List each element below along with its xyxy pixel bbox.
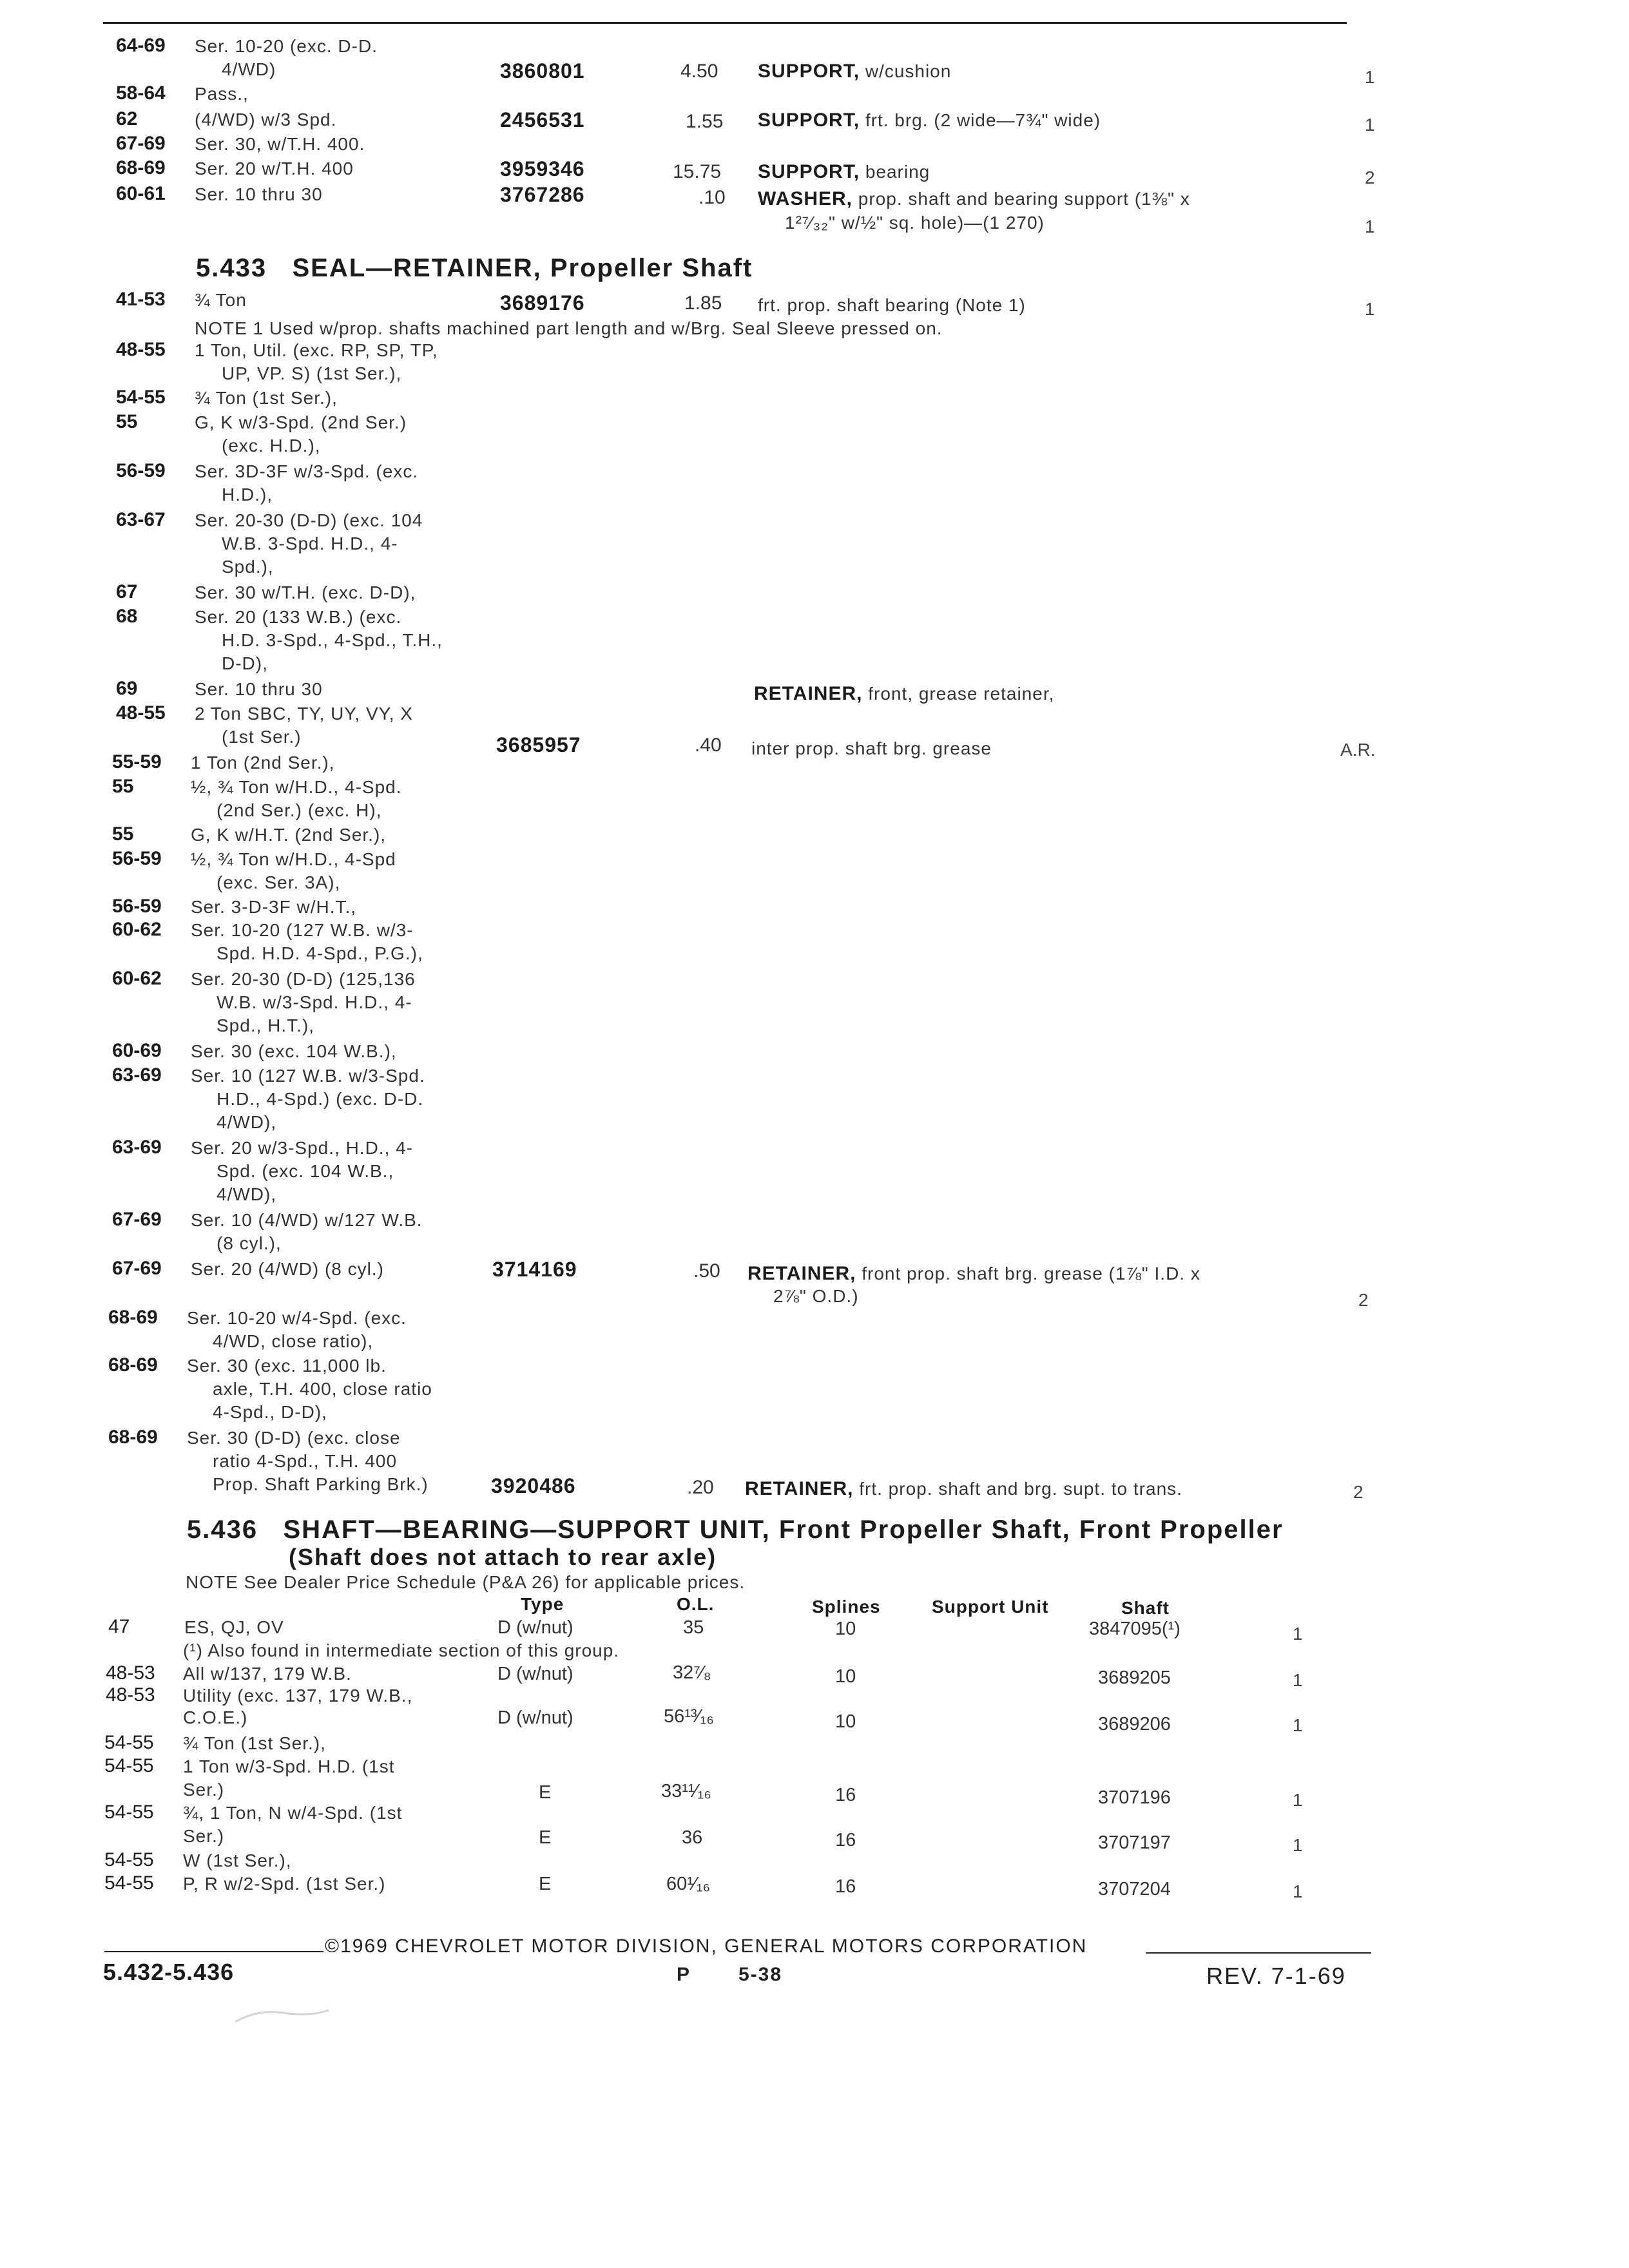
year-range: 68-69: [108, 1354, 158, 1376]
splines-cell: 16: [835, 1785, 856, 1805]
type-cell: D (w/nut): [497, 1617, 574, 1638]
description-text: front, grease retainer,: [868, 684, 1055, 704]
description-continued: 2⅞" O.D.): [773, 1286, 859, 1306]
section-heading: [187, 1515, 1284, 1544]
year-range: 54-55: [104, 1732, 154, 1753]
application: Spd., H.T.),: [217, 1015, 315, 1035]
quantity: 1: [1293, 1715, 1303, 1735]
application: Utility (exc. 137, 179 W.B.,: [183, 1686, 413, 1706]
application: axle, T.H. 400, close ratio: [213, 1379, 432, 1399]
application: (4/WD) w/3 Spd.: [195, 110, 337, 130]
column-header-support-unit: Support Unit: [932, 1597, 1049, 1617]
column-header-splines: Splines: [812, 1597, 881, 1617]
year-range: 63-67: [116, 509, 166, 530]
retainer-heading: [754, 683, 1054, 705]
price: .20: [687, 1477, 714, 1498]
part-number: 3714169: [492, 1258, 577, 1281]
footer-rule-left: [104, 1951, 323, 1952]
description-text: bearing: [865, 162, 930, 182]
quantity: 2: [1358, 1290, 1369, 1310]
column-header-shaft: Shaft: [1121, 1598, 1170, 1618]
application: ¾ Ton: [195, 290, 247, 310]
description: frt. prop. shaft bearing (Note 1): [758, 295, 1026, 315]
application: Ser. 20-30 (D-D) (exc. 104: [195, 510, 423, 530]
description: [747, 1263, 1200, 1285]
year-range: 69: [116, 678, 138, 699]
splines-cell: 10: [835, 1711, 856, 1732]
description: [758, 61, 951, 82]
shaft-cell: 3707204: [1098, 1879, 1171, 1899]
price: .10: [699, 187, 726, 208]
column-header-ol: O.L.: [677, 1594, 715, 1614]
description: [745, 1478, 1182, 1500]
shaft-cell: 3707196: [1098, 1787, 1171, 1808]
application: 4/WD, close ratio),: [213, 1331, 374, 1351]
note-1: NOTE 1 Used w/prop. shafts machined part length and w/Brg. Seal Sleeve pressed on.: [195, 318, 943, 338]
quantity: 1: [1293, 1670, 1303, 1690]
year-range: 54-55: [104, 1755, 154, 1776]
year-range: 48-53: [106, 1662, 155, 1684]
application: Ser. 10 thru 30: [195, 679, 323, 699]
revision: REV. 7-1-69: [1206, 1963, 1346, 1989]
application: ¾ Ton (1st Ser.),: [195, 388, 338, 408]
section-number: 5.433: [196, 254, 267, 282]
ol-cell: 33¹¹⁄₁₆: [661, 1781, 711, 1802]
description-keyword: RETAINER,: [754, 683, 863, 704]
type-cell: E: [539, 1874, 552, 1894]
part-number: 3689176: [500, 291, 585, 314]
year-range: 54-55: [104, 1849, 154, 1870]
description-text: prop. shaft and bearing support (1⅜" x: [858, 189, 1190, 209]
application: 1 Ton, Util. (exc. RP, SP, TP,: [195, 340, 438, 360]
copyright: ©1969 CHEVROLET MOTOR DIVISION, GENERAL MOTORS CORPORATION: [325, 1936, 1088, 1957]
year-range: 54-55: [104, 1872, 154, 1894]
quantity: 1: [1293, 1835, 1303, 1855]
quantity: A.R.: [1340, 740, 1376, 760]
column-header-type: Type: [521, 1594, 564, 1614]
application: H.D., 4-Spd.) (exc. D-D.: [217, 1089, 424, 1109]
ol-cell: 60¹⁄₁₆: [666, 1874, 711, 1894]
application: Ser.): [183, 1826, 225, 1846]
application: H.D. 3-Spd., 4-Spd., T.H.,: [222, 630, 443, 650]
year-range: 56-59: [112, 848, 162, 869]
application: 4/WD): [222, 59, 276, 79]
application: Ser. 10-20 (127 W.B. w/3-: [191, 920, 414, 940]
application: 4/WD),: [217, 1184, 277, 1204]
ol-cell: 36: [682, 1827, 703, 1848]
quantity: 1: [1365, 216, 1375, 236]
year-range: 67-69: [112, 1258, 162, 1279]
application: P, R w/2-Spd. (1st Ser.): [183, 1874, 386, 1894]
type-cell: D (w/nut): [497, 1707, 574, 1728]
type-cell: E: [539, 1782, 552, 1803]
application: ¾ Ton (1st Ser.),: [183, 1733, 326, 1753]
description-keyword: SUPPORT,: [758, 161, 860, 182]
description: [758, 161, 930, 183]
description-continued: 1²⁷⁄₃₂" w/½" sq. hole)—(1 270): [785, 213, 1045, 233]
application: (8 cyl.),: [217, 1233, 282, 1253]
type-cell: E: [539, 1827, 552, 1848]
price: .40: [695, 735, 722, 756]
year-range: 62: [116, 108, 138, 130]
section-range: 5.432-5.436: [103, 1959, 235, 1985]
year-range: 68-69: [108, 1307, 158, 1328]
price: .50: [693, 1260, 720, 1282]
application: Ser. 30 (exc. 104 W.B.),: [191, 1041, 397, 1061]
year-range: 67-69: [112, 1209, 162, 1230]
year-range: 48-55: [116, 702, 166, 724]
part-number: 3767286: [500, 183, 585, 206]
type-cell: D (w/nut): [497, 1664, 574, 1684]
application: G, K w/H.T. (2nd Ser.),: [191, 825, 387, 845]
quantity: 1: [1293, 1790, 1303, 1810]
description-keyword: RETAINER,: [745, 1478, 854, 1499]
application: Ser. 30 (D-D) (exc. close: [187, 1428, 401, 1448]
footnote: (¹) Also found in intermediate section of this group.: [183, 1640, 620, 1660]
year-range: 55: [116, 411, 138, 432]
application: Ser. 30 (exc. 11,000 lb.: [187, 1356, 387, 1376]
splines-cell: 16: [835, 1876, 856, 1897]
application: 1 Ton (2nd Ser.),: [191, 753, 335, 773]
application: Ser. 10 (4/WD) w/127 W.B.: [191, 1210, 423, 1230]
year-range: 54-55: [116, 387, 166, 408]
ol-cell: 56¹³⁄₁₆: [664, 1706, 714, 1727]
application: W (1st Ser.),: [183, 1850, 292, 1870]
section-title: SEAL—RETAINER, Propeller Shaft: [292, 254, 753, 282]
page-letter: P: [677, 1964, 691, 1985]
year-range: 55: [112, 823, 134, 845]
splines-cell: 10: [835, 1666, 856, 1687]
footer-rule-right: [1146, 1952, 1371, 1954]
application: G, K w/3-Spd. (2nd Ser.): [195, 412, 407, 432]
application: Spd. H.D. 4-Spd., P.G.),: [217, 943, 423, 963]
description-keyword: SUPPORT,: [758, 110, 860, 131]
description-text: w/cushion: [865, 61, 952, 81]
year-range: 58-64: [116, 82, 166, 104]
application: Ser. 20 (4/WD) (8 cyl.): [191, 1259, 384, 1279]
scan-smudge: [232, 2003, 361, 2028]
year-range: 60-62: [112, 919, 162, 940]
year-range: 48-55: [116, 339, 166, 360]
year-range: 67-69: [116, 133, 166, 154]
shaft-cell: 3689206: [1098, 1714, 1171, 1735]
year-range: 63-69: [112, 1064, 162, 1086]
quantity: 2: [1353, 1482, 1364, 1502]
application: Ser. 10 thru 30: [195, 184, 323, 204]
application: Ser. 10 (127 W.B. w/3-Spd.: [191, 1066, 425, 1086]
year-range: 56-59: [116, 460, 166, 481]
quantity: 1: [1365, 115, 1375, 135]
application: ½, ¾ Ton w/H.D., 4-Spd.: [191, 777, 402, 797]
splines-cell: 16: [835, 1830, 856, 1850]
page-number: 5-38: [738, 1964, 783, 1985]
application: Ser. 3D-3F w/3-Spd. (exc.: [195, 461, 419, 481]
application: Prop. Shaft Parking Brk.): [213, 1474, 429, 1494]
application: ¾, 1 Ton, N w/4-Spd. (1st: [183, 1803, 403, 1823]
application: Ser. 10-20 (exc. D-D.: [195, 36, 378, 56]
quantity: 1: [1293, 1881, 1303, 1901]
price: 1.85: [684, 293, 722, 314]
year-range: 56-59: [112, 896, 162, 917]
section-number: 5.436: [187, 1515, 258, 1544]
application: ES, QJ, OV: [184, 1617, 284, 1637]
section-subtitle: (Shaft does not attach to rear axle): [289, 1544, 717, 1570]
part-number: 3685957: [496, 733, 581, 756]
section-title: SHAFT—BEARING—SUPPORT UNIT, Front Propeller Shaft, Front Propeller: [283, 1515, 1284, 1544]
application: ½, ¾ Ton w/H.D., 4-Spd: [191, 849, 396, 869]
application: ratio 4-Spd., T.H. 400: [213, 1451, 398, 1471]
description: [758, 110, 1101, 131]
year-range: 60-69: [112, 1040, 162, 1061]
top-rule: [103, 22, 1347, 24]
splines-cell: 10: [835, 1619, 856, 1639]
application: Ser. 20 w/3-Spd., H.D., 4-: [191, 1138, 414, 1158]
year-range: 68-69: [108, 1427, 158, 1448]
price: 4.50: [680, 61, 718, 82]
application: (exc. Ser. 3A),: [217, 872, 341, 892]
application: Ser.): [183, 1780, 225, 1800]
application: W.B. w/3-Spd. H.D., 4-: [217, 992, 412, 1012]
quantity: 1: [1365, 299, 1375, 319]
part-number: 2456531: [500, 108, 585, 131]
part-number: 3920486: [491, 1474, 576, 1497]
quantity: 2: [1365, 168, 1375, 187]
year-range: 60-62: [112, 968, 162, 989]
application: D-D),: [222, 653, 268, 673]
application: 1 Ton w/3-Spd. H.D. (1st: [183, 1756, 395, 1776]
application: Ser. 3-D-3F w/H.T.,: [191, 897, 357, 917]
application: C.O.E.): [183, 1707, 248, 1727]
application: Ser. 30, w/T.H. 400.: [195, 134, 365, 154]
quantity: 1: [1365, 67, 1375, 87]
shaft-cell: 3847095(¹): [1089, 1619, 1181, 1639]
price: 1.55: [686, 111, 724, 132]
application: (2nd Ser.) (exc. H),: [217, 800, 382, 820]
application: (1st Ser.): [222, 727, 302, 747]
year-range: 48-53: [106, 1684, 155, 1706]
application: All w/137, 179 W.B.: [183, 1664, 352, 1684]
year-range: 54-55: [104, 1802, 154, 1823]
application: Pass.,: [195, 84, 249, 104]
application: Ser. 10-20 w/4-Spd. (exc.: [187, 1308, 407, 1328]
ol-cell: 32⁷⁄₈: [673, 1662, 711, 1683]
year-range: 60-61: [116, 183, 166, 204]
part-number: 3959346: [500, 157, 585, 180]
year-range: 47: [108, 1616, 130, 1637]
application: 2 Ton SBC, TY, UY, VY, X: [195, 704, 413, 724]
quantity: 1: [1293, 1624, 1303, 1644]
application: UP, VP. S) (1st Ser.),: [222, 363, 402, 383]
price: 15.75: [673, 161, 722, 182]
year-range: 68: [116, 606, 138, 627]
description-text: front prop. shaft brg. grease (1⅞" I.D. x: [862, 1264, 1200, 1283]
year-range: 68-69: [116, 157, 166, 178]
application: Ser. 20 w/T.H. 400: [195, 159, 354, 178]
year-range: 55: [112, 776, 134, 797]
ol-cell: 35: [683, 1617, 704, 1638]
application: Spd. (exc. 104 W.B.,: [217, 1161, 394, 1181]
shaft-cell: 3707197: [1098, 1832, 1171, 1853]
description: inter prop. shaft brg. grease: [751, 738, 992, 758]
application: Ser. 20 (133 W.B.) (exc.: [195, 607, 402, 627]
application: W.B. 3-Spd. H.D., 4-: [222, 533, 398, 553]
application: H.D.),: [222, 485, 273, 505]
application: (exc. H.D.),: [222, 436, 321, 456]
application: Spd.),: [222, 557, 274, 577]
application: 4/WD),: [217, 1112, 277, 1132]
year-range: 63-69: [112, 1137, 162, 1158]
description-keyword: SUPPORT,: [758, 61, 860, 82]
description-text: frt. prop. shaft and brg. supt. to trans.: [859, 1479, 1182, 1499]
year-range: 64-69: [116, 35, 166, 56]
application: Ser. 30 w/T.H. (exc. D-D),: [195, 582, 416, 602]
shaft-cell: 3689205: [1098, 1667, 1171, 1688]
description: [758, 188, 1190, 210]
section-heading: [196, 254, 753, 283]
application: Ser. 20-30 (D-D) (125,136: [191, 969, 416, 989]
description-keyword: RETAINER,: [747, 1263, 856, 1284]
description-text: frt. brg. (2 wide—7¾" wide): [865, 110, 1101, 130]
price-note: NOTE See Dealer Price Schedule (P&A 26) for applicable prices.: [186, 1572, 746, 1592]
year-range: 55-59: [112, 751, 162, 773]
part-number: 3860801: [500, 59, 585, 82]
description-keyword: WASHER,: [758, 188, 853, 209]
year-range: 41-53: [116, 289, 166, 310]
year-range: 67: [116, 581, 138, 602]
application: 4-Spd., D-D),: [213, 1402, 327, 1422]
